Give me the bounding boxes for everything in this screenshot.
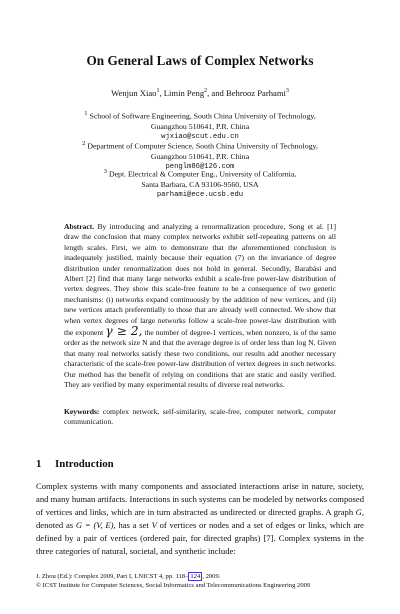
keywords-text: complex network, self-similarity, scale-free, computer network, computer communication. bbox=[64, 407, 336, 427]
body-text: , has a set bbox=[113, 520, 152, 530]
section-heading bbox=[36, 458, 114, 470]
abstract-label: Abstract. bbox=[64, 222, 95, 231]
affiliation-email[interactable]: wjxiao@scut.edu.cn bbox=[161, 133, 239, 141]
math-symbol: V bbox=[151, 520, 157, 530]
affiliation-line: Santa Barbara, CA 93106-9560, USA bbox=[141, 179, 259, 189]
affiliation-1 bbox=[0, 109, 400, 142]
author-list bbox=[0, 88, 400, 98]
abstract-text: By introducing and analyzing a renormalization procedure, Song et al. [1] draw the conclusion that many complex networks exhibit self-repeating patterns on all length scales. First, we aim to demonstrate that the aforementioned conclusion is inadequately justified, mainly because their equation (7) on the invariance of degree distribution under renormalization does not hold in general. Secondly, Barabási and Albert [2] find that many large networks exhibit a scale-free power-law distribution of vertex degrees. They show this scale-free feature to be a consequence of two generic mechanisms: (i) networks expand continuously by the addition of new vertices, and (ii) new vertices attach preferentially to those that are already well connected. We show that when vertex degrees of large networks follow a scale-free power-law distribution with the exponent bbox=[64, 222, 336, 338]
author-name: Behrooz Parhami bbox=[225, 88, 286, 98]
author-superscript: 2 bbox=[204, 88, 208, 95]
affiliation-line: School of Software Engineering, South China University of Technology, bbox=[89, 111, 316, 121]
body-text: of vertices or nodes and a set of edges or links, which are defined by a pair of vertices (ordered pair, for directed graphs) [7]. Complex systems in the three categories of natural, societal, and synthetic include: bbox=[36, 520, 364, 556]
keywords-label: Keywords: bbox=[64, 407, 100, 416]
math-symbol: G bbox=[355, 507, 362, 517]
affiliation-line: Dept. Electrical & Computer Eng., University of California, bbox=[108, 169, 297, 179]
author-name: Wenjun Xiao bbox=[111, 88, 157, 98]
section-number: 1 bbox=[36, 458, 42, 470]
page-range-link[interactable]: 124 bbox=[190, 573, 201, 580]
affiliation-line: Department of Computer Science, South China University of Technology, bbox=[87, 141, 318, 151]
abstract bbox=[64, 222, 336, 391]
affiliation-email[interactable]: parhami@ece.ucsb.edu bbox=[156, 191, 244, 199]
affiliation-line: Guangzhou 510641, P.R. China bbox=[150, 121, 250, 131]
citation-text: J. Zhou (Ed.): Complex 2009, Part I, LNICST 4, pp. 118– bbox=[36, 573, 189, 580]
affiliation-superscript: 3 bbox=[103, 168, 107, 175]
author-superscript: 1 bbox=[156, 88, 160, 95]
intro-paragraph bbox=[36, 480, 364, 558]
math-expression: G = (V, E) bbox=[75, 520, 114, 530]
affiliation-superscript: 2 bbox=[82, 140, 86, 147]
affiliation-superscript: 1 bbox=[84, 110, 88, 117]
keywords bbox=[64, 407, 336, 428]
author-name: Limin Peng bbox=[163, 88, 205, 98]
gamma-expression: γ ≥ 2, bbox=[105, 324, 143, 339]
affiliation-3 bbox=[0, 167, 400, 200]
page-footer bbox=[36, 573, 376, 591]
body-text: Complex systems with many components and associated interactions arise in nature, society, and many human artifacts. Interactions in such systems can be modeled by networks composed of vertices and links, which are in turn abstracted as undirected or directed graphs. A graph bbox=[36, 481, 364, 517]
copyright-line: © ICST Institute for Computer Sciences, Social Informatics and Telecommunications Engineering 2009 bbox=[36, 581, 311, 589]
paper-title: On General Laws of Complex Networks bbox=[86, 53, 314, 68]
author-separator: , bbox=[159, 88, 164, 98]
section-title: Introduction bbox=[55, 458, 114, 470]
abstract-text: the number of degree-1 vertices, when nonzero, is of the same order as the network size N and that the average degree is of order less than log N. Given that many real networks satisfy these two conditions, our results add another necessary characteristic of the scale-free power-law distribution of vertex degrees in such networks. Our method has the benefit of relying on conditions that are static and easily verified. They are verified by many experimental results of diverse real networks. bbox=[64, 328, 336, 390]
affiliation-email[interactable]: penglm86@126.com bbox=[165, 163, 235, 171]
citation-text: , 2009. bbox=[202, 573, 221, 580]
affiliation-line: Guangzhou 510641, P.R. China bbox=[150, 151, 250, 161]
body-text: , denoted as bbox=[36, 507, 364, 530]
author-superscript: 3 bbox=[285, 88, 289, 95]
author-separator: , and bbox=[207, 88, 226, 98]
